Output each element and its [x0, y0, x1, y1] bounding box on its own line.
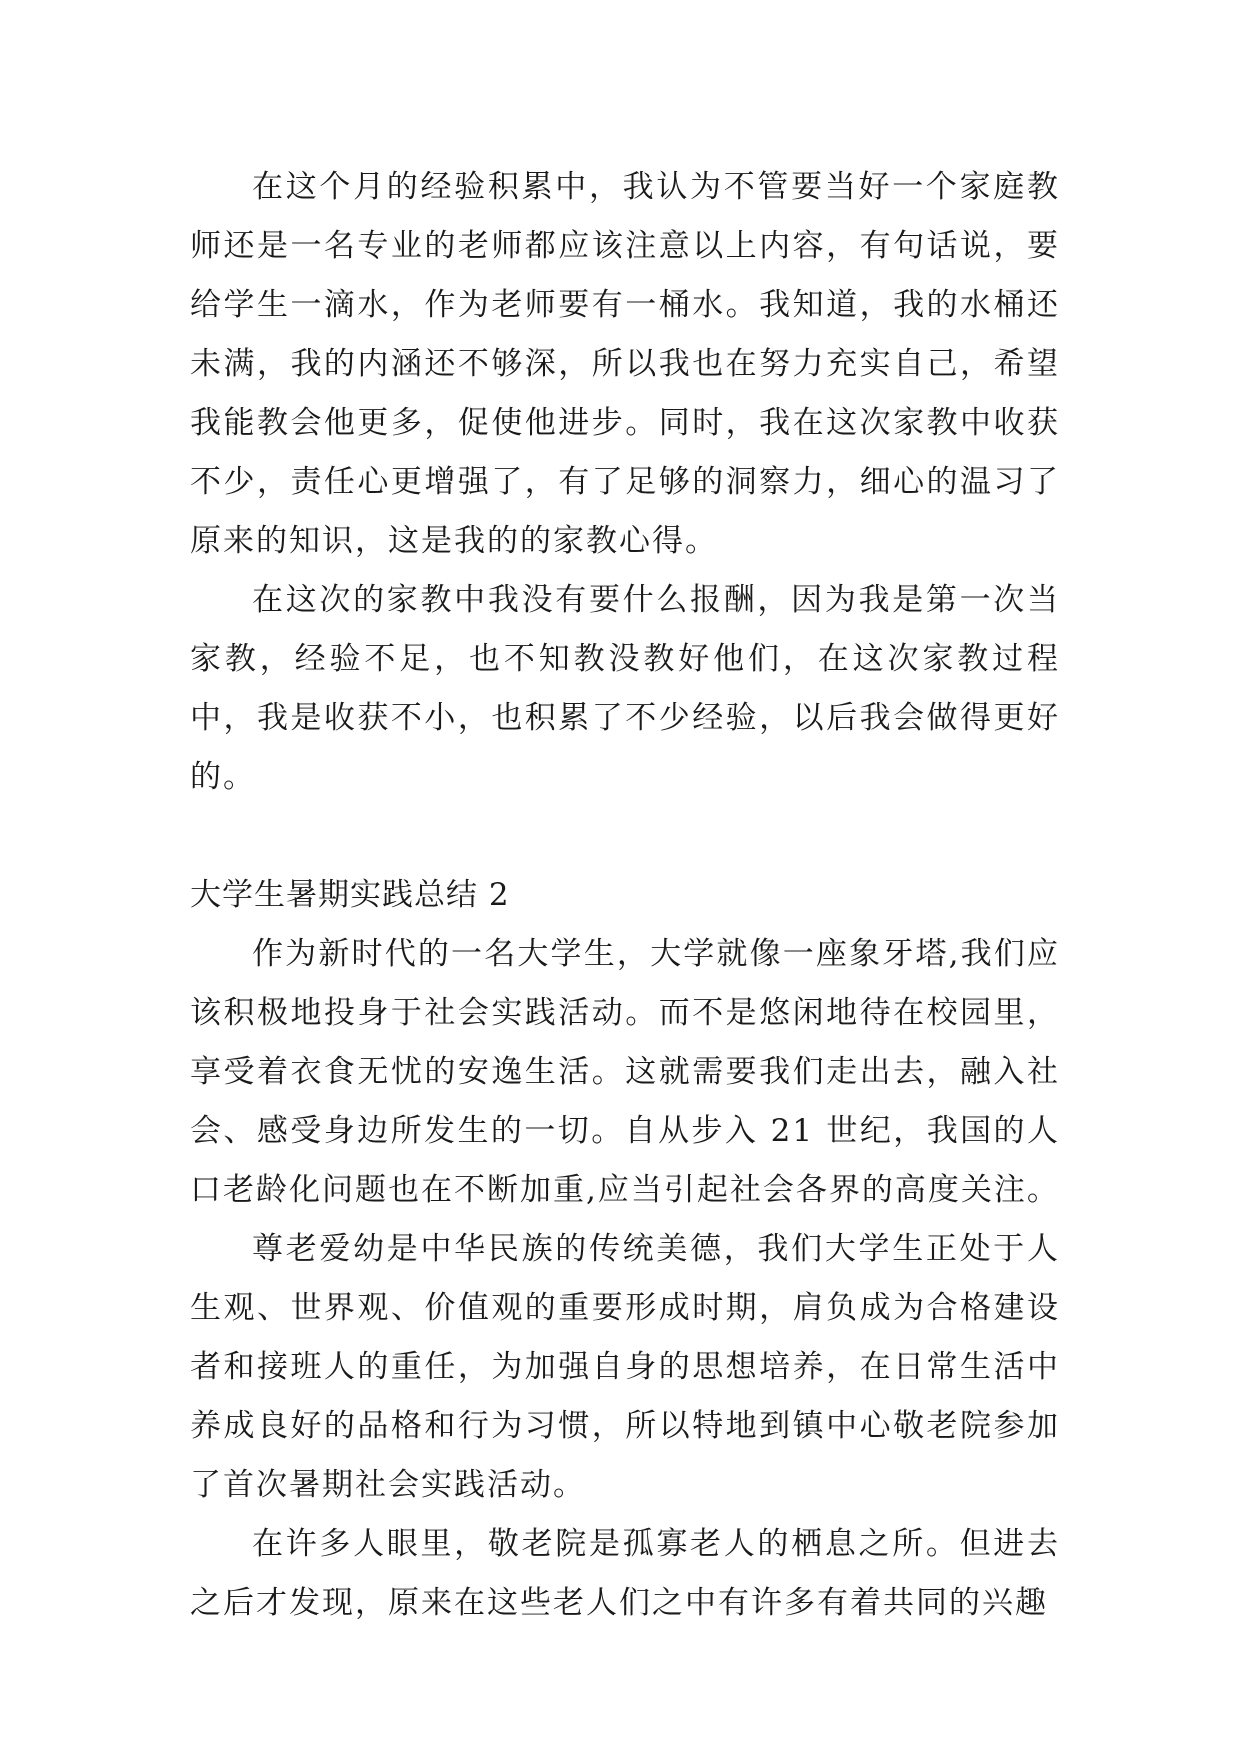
section-heading: 大学生暑期实践总结 2	[190, 877, 510, 913]
paragraph-tutoring-reward: 在这次的家教中我没有要什么报酬，因为我是第一次当家教，经验不足，也不知教没教好他们，在这次家教过程中，我是收获不小，也积累了不少经验，以后我会做得更好的。	[190, 582, 1060, 795]
paragraph-nursing-home: 在许多人眼里，敬老院是孤寡老人的栖息之所。但进去之后才发现，原来在这些老人们之中有许多有着共同的兴趣	[190, 1526, 1060, 1621]
document-body	[190, 158, 1060, 1633]
paragraph-respect-elders: 尊老爱幼是中华民族的传统美德，我们大学生正处于人生观、世界观、价值观的重要形成时期，肩负成为合格建设者和接班人的重任，为加强自身的思想培养，在日常生活中养成良好的品格和行为习惯，所以特地到镇中心敬老院参加了首次暑期社会实践活动。	[190, 1231, 1060, 1503]
paragraph-tutoring-reflection: 在这个月的经验积累中，我认为不管要当好一个家庭教师还是一名专业的老师都应该注意以上内容，有句话说，要给学生一滴水，作为老师要有一桶水。我知道，我的水桶还未满，我的内涵还不够深，所以我也在努力充实自己，希望我能教会他更多，促使他进步。同时，我在这次家教中收获不少，责任心更增强了，有了足够的洞察力，细心的温习了原来的知识，这是我的的家教心得。	[190, 169, 1060, 559]
paragraph-social-practice: 作为新时代的一名大学生，大学就像一座象牙塔,我们应该积极地投身于社会实践活动。而不是悠闲地待在校园里，享受着衣食无忧的安逸生活。这就需要我们走出去，融入社会、感受身边所发生的一切。自从步入 21 世纪，我国的人口老龄化问题也在不断加重,应当引起社会各界的高度关注。	[190, 936, 1060, 1208]
section-spacer	[190, 807, 1060, 866]
